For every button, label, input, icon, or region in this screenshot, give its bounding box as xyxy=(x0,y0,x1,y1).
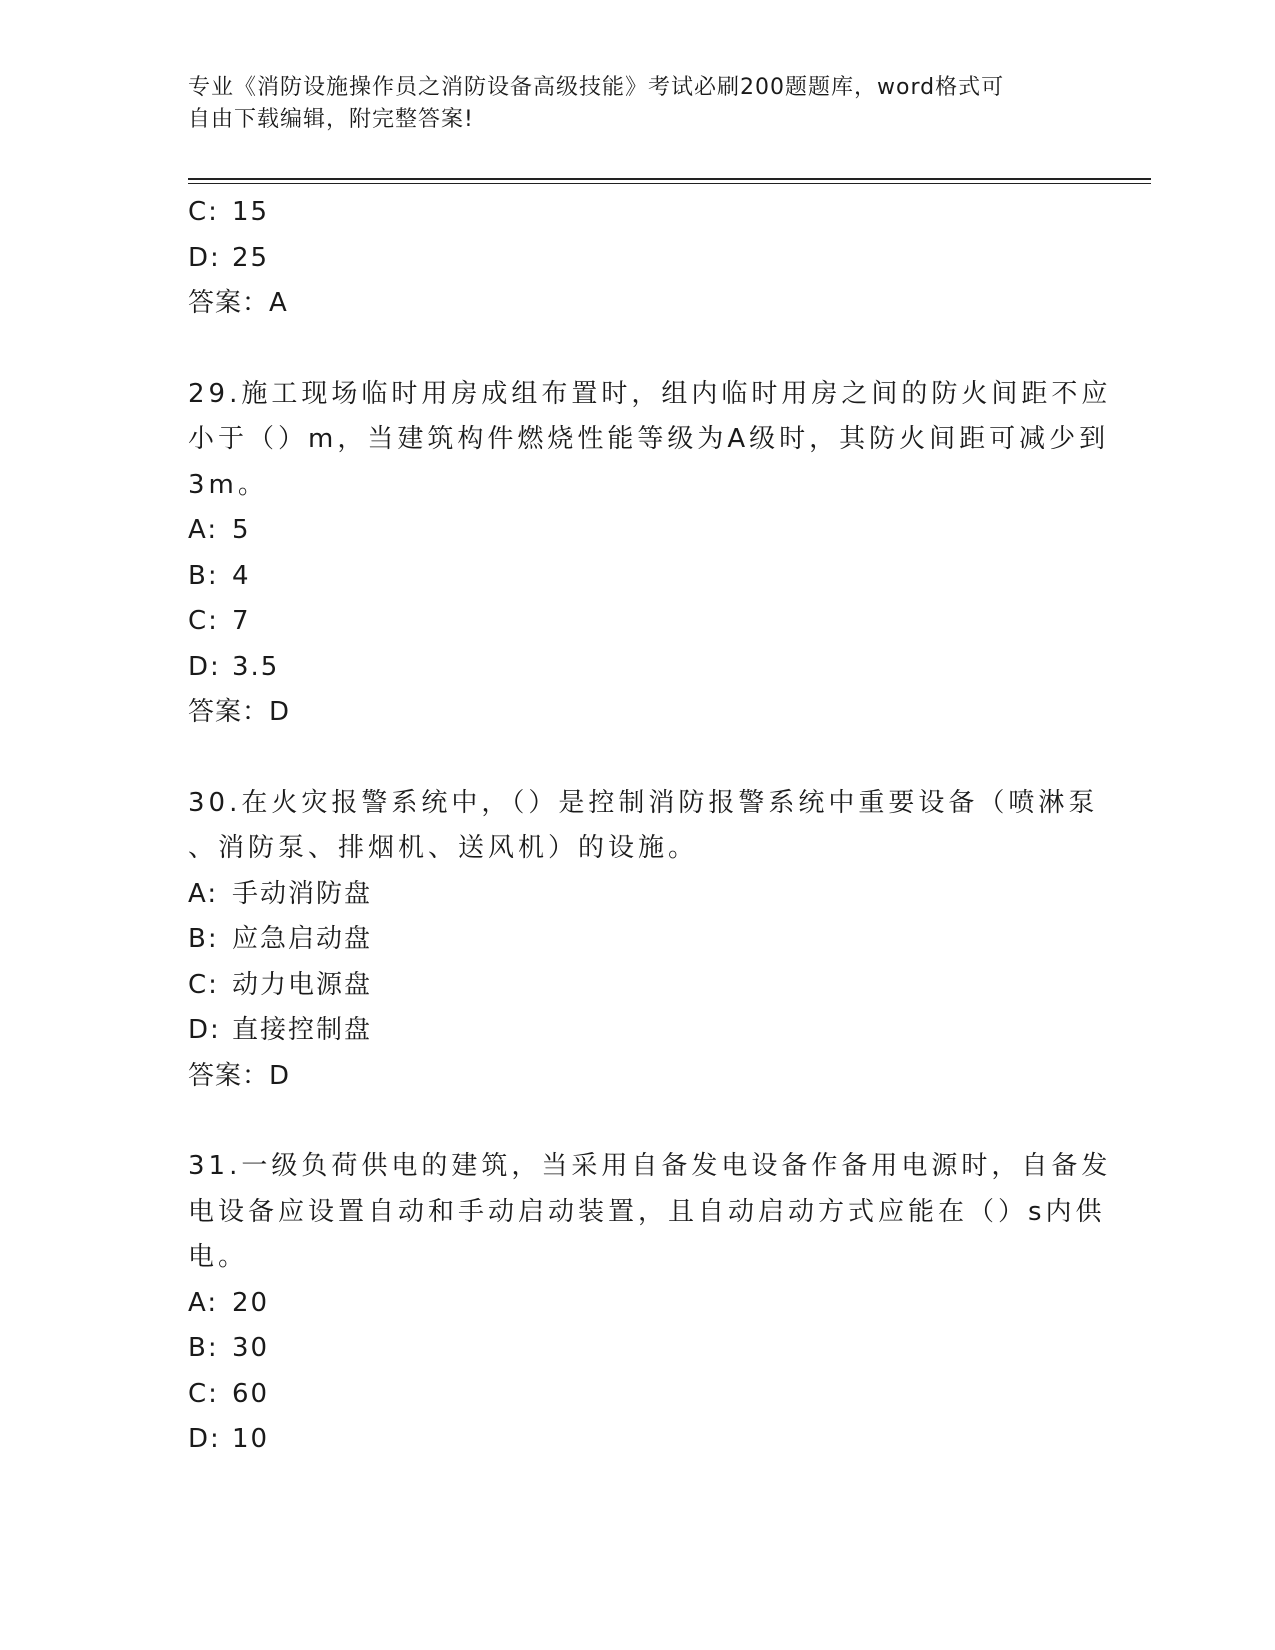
header-divider-thick xyxy=(188,178,1151,180)
answer-line: 答案：D xyxy=(188,697,291,727)
stem-line: 30.在火灾报警系统中，（）是控制消防报警系统中重要设备（喷淋泵 xyxy=(188,787,1099,818)
option-letter: C: xyxy=(188,197,219,227)
header-divider-thin xyxy=(188,183,1151,184)
stem-line: 3m。 xyxy=(188,469,268,500)
stem-line: 31.一级负荷供电的建筑，当采用自备发电设备作备用电源时，自备发 xyxy=(188,1151,1112,1181)
header-title-line-2: 自由下载编辑，附完整答案! xyxy=(188,107,474,132)
option-text: 60 xyxy=(232,1378,270,1409)
option-text: 动力电源盘 xyxy=(232,969,373,1000)
question-stem xyxy=(188,1144,1112,1281)
header-title-line-1: 专业《消防设施操作员之消防设备高级技能》考试必刷200题题库，word格式可 xyxy=(188,75,1005,100)
option-d xyxy=(188,236,1088,282)
option-letter: A: xyxy=(188,515,219,545)
option-text: 4 xyxy=(232,560,251,591)
option-letter: C: xyxy=(188,1378,219,1409)
option-c xyxy=(188,599,1088,645)
option-text: 30 xyxy=(232,1333,270,1363)
question-content xyxy=(188,190,1112,1463)
question-stem xyxy=(188,372,1112,509)
option-text: 5 xyxy=(232,515,251,545)
option-a xyxy=(188,1281,1088,1327)
option-letter: D: xyxy=(188,242,221,273)
answer-line: 答案：D xyxy=(188,1060,291,1091)
option-text: 7 xyxy=(232,606,251,636)
answer-line: 答案：A xyxy=(188,288,288,318)
option-b xyxy=(188,1326,1088,1372)
page-header xyxy=(188,72,1068,136)
option-text: 应急启动盘 xyxy=(232,924,373,954)
option-text: 10 xyxy=(232,1424,270,1454)
option-b xyxy=(188,917,1088,963)
option-letter: B: xyxy=(188,1333,219,1363)
option-letter: C: xyxy=(188,606,219,636)
option-letter: D: xyxy=(188,1424,221,1454)
option-text: 3.5 xyxy=(232,651,280,682)
option-d xyxy=(188,645,1088,691)
stem-line: 、消防泵、排烟机、送风机）的设施。 xyxy=(188,833,699,863)
stem-line: 29.施工现场临时用房成组布置时，组内临时用房之间的防火间距不应 xyxy=(188,378,1112,409)
option-d xyxy=(188,1008,1088,1054)
question-28-continuation xyxy=(188,190,1088,327)
option-text: 20 xyxy=(232,1287,270,1318)
question-30 xyxy=(188,781,1099,1100)
question-29 xyxy=(188,372,1112,736)
question-stem xyxy=(188,781,1099,872)
option-a xyxy=(188,872,1088,918)
stem-line: 电设备应设置自动和手动启动装置，且自动启动方式应能在（）s内供 xyxy=(188,1196,1106,1227)
option-c xyxy=(188,963,1088,1009)
option-letter: A: xyxy=(188,1287,219,1318)
option-text: 15 xyxy=(232,197,270,227)
option-a xyxy=(188,508,1088,554)
stem-line: 电。 xyxy=(188,1242,249,1272)
option-letter: D: xyxy=(188,1015,221,1045)
option-text: 手动消防盘 xyxy=(232,878,373,909)
option-c xyxy=(188,190,1088,236)
option-d xyxy=(188,1417,1088,1463)
option-letter: D: xyxy=(188,651,221,682)
option-text: 直接控制盘 xyxy=(232,1015,373,1045)
option-letter: B: xyxy=(188,560,219,591)
question-31 xyxy=(188,1144,1112,1463)
option-c xyxy=(188,1372,1088,1418)
option-letter: C: xyxy=(188,969,219,1000)
option-letter: A: xyxy=(188,878,219,909)
option-text: 25 xyxy=(232,242,270,273)
stem-line: 小于（）m，当建筑构件燃烧性能等级为A级时，其防火间距可减少到 xyxy=(188,424,1110,454)
option-letter: B: xyxy=(188,924,219,954)
option-b xyxy=(188,554,1088,600)
